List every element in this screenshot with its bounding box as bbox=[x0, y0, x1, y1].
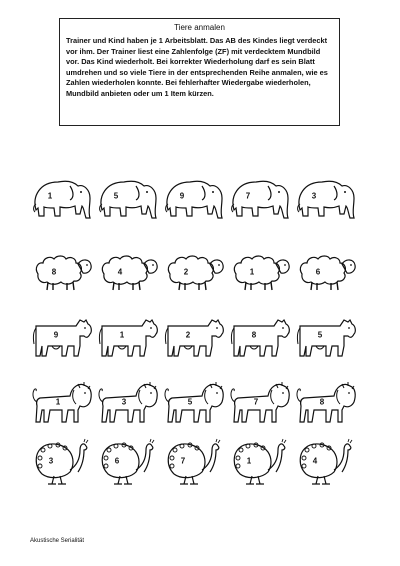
animal-number: 1 bbox=[249, 267, 255, 277]
animal-number: 5 bbox=[187, 397, 193, 407]
animal-number: 4 bbox=[312, 456, 318, 466]
lion-drawing bbox=[96, 376, 160, 426]
cow-drawing bbox=[228, 310, 292, 360]
animal-number: 5 bbox=[113, 191, 119, 201]
peacock-drawing bbox=[228, 436, 292, 486]
animal-number: 9 bbox=[53, 330, 59, 340]
animal-number: 1 bbox=[246, 456, 252, 466]
elephant-drawing bbox=[228, 174, 292, 224]
animal-number: 7 bbox=[180, 456, 186, 466]
animal-number: 1 bbox=[119, 330, 125, 340]
sheep-drawing bbox=[30, 244, 94, 294]
animal-number: 8 bbox=[319, 397, 325, 407]
peacock-drawing bbox=[96, 436, 160, 486]
animal-number: 9 bbox=[179, 191, 185, 201]
animal-number: 4 bbox=[117, 267, 123, 277]
animal-number: 5 bbox=[317, 330, 323, 340]
cow-drawing bbox=[96, 310, 160, 360]
peacock-drawing bbox=[30, 436, 94, 486]
animal-number: 8 bbox=[51, 267, 57, 277]
sheep-drawing bbox=[294, 244, 358, 294]
peacock-drawing bbox=[294, 436, 358, 486]
animal-number: 7 bbox=[245, 191, 251, 201]
animal-number: 1 bbox=[55, 397, 61, 407]
elephant-drawing bbox=[96, 174, 160, 224]
cow-drawing bbox=[294, 310, 358, 360]
instruction-text: Trainer und Kind haben je 1 Arbeitsblatt. Das AB des Kindes liegt verdeckt vor ihm. Der Trainer liest eine Zahlenfolge (ZF) mit verdecktem Mundbild vor. Das Kind wiederholt. Bei korrekter Wiederholung darf es sein Blatt umdrehen und so viele Tiere in der entsprechenden Reihe anmalen, wie es Zahlen wiederholen konnte. Bei fehlerhafter Wiedergabe wiederholen, Mundbild anbieten oder um 1 Item kürzen. bbox=[66, 36, 328, 98]
animal-number: 3 bbox=[48, 456, 54, 466]
lion-drawing bbox=[228, 376, 292, 426]
sheep-drawing bbox=[228, 244, 292, 294]
animal-number: 7 bbox=[253, 397, 259, 407]
animal-number: 2 bbox=[183, 267, 189, 277]
elephant-drawing bbox=[294, 174, 358, 224]
cow-drawing bbox=[30, 310, 94, 360]
footer-label: Akustische Serialität bbox=[30, 538, 85, 544]
animal-number: 2 bbox=[185, 330, 191, 340]
worksheet-title: Tiere anmalen bbox=[174, 23, 225, 32]
animal-number: 3 bbox=[121, 397, 127, 407]
animal-number: 6 bbox=[114, 456, 120, 466]
elephant-drawing bbox=[162, 174, 226, 224]
sheep-drawing bbox=[96, 244, 160, 294]
animal-number: 1 bbox=[47, 191, 53, 201]
animal-number: 8 bbox=[251, 330, 257, 340]
animal-number: 6 bbox=[315, 267, 321, 277]
lion-drawing bbox=[162, 376, 226, 426]
lion-drawing bbox=[30, 376, 94, 426]
lion-drawing bbox=[294, 376, 358, 426]
animal-number: 3 bbox=[311, 191, 317, 201]
peacock-drawing bbox=[162, 436, 226, 486]
cow-drawing bbox=[162, 310, 226, 360]
elephant-drawing bbox=[30, 174, 94, 224]
sheep-drawing bbox=[162, 244, 226, 294]
